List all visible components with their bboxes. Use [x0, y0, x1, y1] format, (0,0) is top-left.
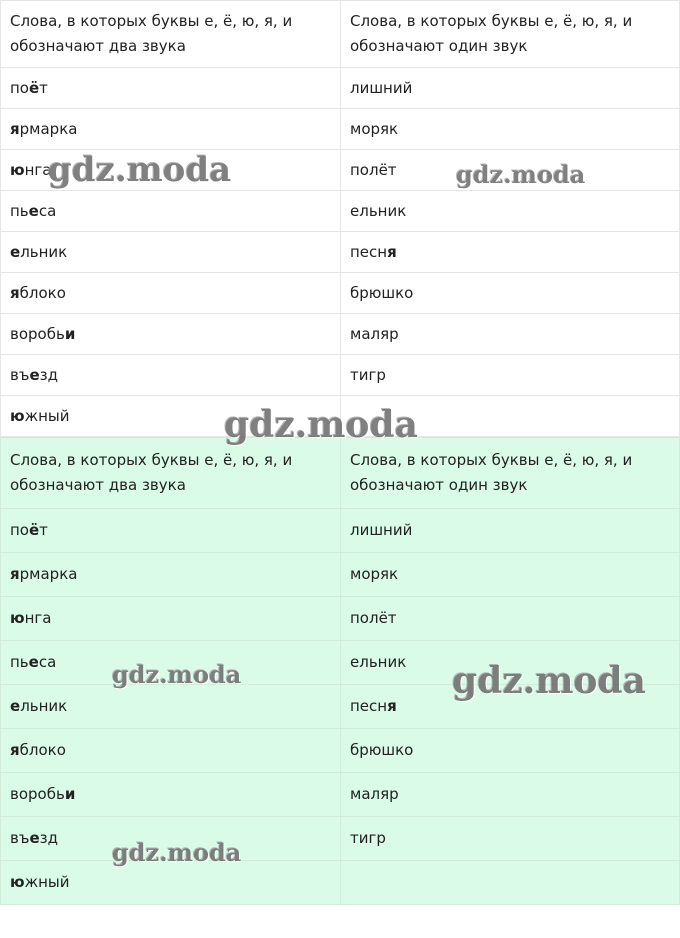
word-part: ельник — [350, 201, 407, 220]
highlighted-letter: ю — [10, 609, 25, 627]
table-row — [1, 817, 680, 861]
word-part: пь — [10, 201, 29, 220]
word-one-sound — [341, 355, 680, 396]
table-row — [1, 509, 680, 553]
watermark-logo: gdz.moda — [48, 150, 232, 190]
word-part: зд — [39, 829, 58, 847]
highlighted-letter: е — [28, 201, 39, 220]
word-one-sound — [341, 396, 680, 437]
word-one-sound — [341, 150, 680, 191]
table-row — [1, 314, 680, 355]
word-part: моряк — [350, 565, 399, 583]
word-part: нга — [24, 160, 52, 179]
word-one-sound — [341, 191, 680, 232]
highlighted-letter: ё — [28, 521, 40, 539]
table-row — [1, 773, 680, 817]
word-part: по — [10, 521, 29, 539]
word-part: лишний — [350, 521, 413, 539]
word-one-sound — [341, 861, 680, 905]
word-two-sounds — [1, 773, 341, 817]
word-part: полёт — [350, 160, 397, 179]
word-part: воробь — [10, 324, 65, 343]
highlighted-letter: е — [29, 365, 40, 384]
highlighted-letter: я — [10, 741, 20, 759]
highlighted-letter: я — [10, 565, 20, 583]
header-two-sounds: Слова, в которых буквы е, ё, ю, я, и обозначают два звука — [1, 438, 341, 509]
header-two-sounds: Слова, в которых буквы е, ё, ю, я, и обозначают два звука — [1, 1, 341, 68]
word-two-sounds — [1, 396, 341, 437]
word-two-sounds — [1, 641, 341, 685]
word-part: блоко — [19, 741, 66, 759]
word-one-sound — [341, 817, 680, 861]
highlighted-letter: я — [10, 283, 20, 302]
word-part: моряк — [350, 119, 399, 138]
word-one-sound — [341, 232, 680, 273]
word-two-sounds — [1, 553, 341, 597]
highlighted-letter: ю — [10, 406, 25, 425]
word-part: зд — [39, 365, 58, 384]
word-part: песн — [350, 242, 388, 261]
word-two-sounds — [1, 861, 341, 905]
word-part: т — [39, 521, 48, 539]
highlighted-letter: я — [10, 119, 20, 138]
table-row — [1, 191, 680, 232]
word-part: т — [39, 78, 48, 97]
word-part: блоко — [19, 283, 66, 302]
table-row — [1, 150, 680, 191]
table-row — [1, 232, 680, 273]
word-part: ельник — [350, 653, 407, 671]
highlighted-letter: е — [10, 697, 21, 715]
word-one-sound — [341, 553, 680, 597]
word-part: рмарка — [19, 565, 78, 583]
word-one-sound — [341, 773, 680, 817]
table-row — [1, 553, 680, 597]
word-part: маляр — [350, 785, 399, 803]
word-two-sounds — [1, 273, 341, 314]
word-part: жный — [24, 873, 70, 891]
table-row — [1, 396, 680, 437]
word-two-sounds — [1, 355, 341, 396]
highlighted-letter: е — [10, 242, 21, 261]
word-two-sounds — [1, 232, 341, 273]
highlighted-letter: и — [64, 785, 76, 803]
word-one-sound — [341, 729, 680, 773]
word-part: маляр — [350, 324, 399, 343]
word-two-sounds — [1, 150, 341, 191]
word-part: въ — [10, 365, 30, 384]
word-two-sounds — [1, 817, 341, 861]
word-one-sound — [341, 509, 680, 553]
word-part: са — [38, 653, 57, 671]
word-one-sound — [341, 273, 680, 314]
word-part: са — [38, 201, 57, 220]
word-two-sounds — [1, 68, 341, 109]
word-part: тигр — [350, 365, 386, 384]
word-two-sounds — [1, 109, 341, 150]
word-part: тигр — [350, 829, 386, 847]
table-row — [1, 861, 680, 905]
word-one-sound — [341, 314, 680, 355]
word-two-sounds — [1, 729, 341, 773]
table-row — [1, 597, 680, 641]
highlighted-letter: ё — [28, 78, 40, 97]
word-one-sound — [341, 68, 680, 109]
header-one-sound: Слова, в которых буквы е, ё, ю, я, и обозначают один звук — [341, 438, 680, 509]
watermark-logo: gdz.moda — [456, 160, 586, 189]
table-row — [1, 273, 680, 314]
highlighted-letter: е — [29, 829, 40, 847]
word-two-sounds — [1, 597, 341, 641]
word-two-sounds — [1, 314, 341, 355]
word-part: жный — [24, 406, 70, 425]
word-two-sounds — [1, 685, 341, 729]
words-table-white — [0, 0, 680, 437]
word-part: въ — [10, 829, 30, 847]
table-row — [1, 68, 680, 109]
table-row — [1, 109, 680, 150]
watermark-logo: gdz.moda — [112, 660, 242, 689]
highlighted-letter: е — [28, 653, 39, 671]
table-row — [1, 641, 680, 685]
word-part: пь — [10, 653, 29, 671]
word-part: лишний — [350, 78, 413, 97]
word-part: песн — [350, 697, 388, 715]
table-header-row — [1, 438, 680, 509]
watermark-logo: gdz.moda — [112, 838, 242, 867]
word-part: полёт — [350, 609, 397, 627]
word-part: рмарка — [19, 119, 78, 138]
highlighted-letter: ю — [10, 873, 25, 891]
word-part: брюшко — [350, 741, 414, 759]
words-table-green — [0, 437, 680, 905]
table-row — [1, 685, 680, 729]
word-part: брюшко — [350, 283, 414, 302]
word-one-sound — [341, 641, 680, 685]
word-one-sound — [341, 109, 680, 150]
highlighted-letter: ю — [10, 160, 25, 179]
word-part: льник — [20, 697, 68, 715]
watermark-logo: gdz.moda — [452, 660, 646, 702]
word-part: нга — [24, 609, 52, 627]
word-part: льник — [20, 242, 68, 261]
highlighted-letter: я — [387, 242, 397, 261]
word-one-sound — [341, 685, 680, 729]
word-two-sounds — [1, 509, 341, 553]
watermark-logo: gdz.moda — [224, 404, 418, 446]
highlighted-letter: и — [64, 324, 76, 343]
table-row — [1, 729, 680, 773]
word-part: по — [10, 78, 29, 97]
table-row — [1, 355, 680, 396]
table-header-row — [1, 1, 680, 68]
word-one-sound — [341, 597, 680, 641]
word-part: воробь — [10, 785, 65, 803]
highlighted-letter: я — [387, 697, 397, 715]
word-two-sounds — [1, 191, 341, 232]
header-one-sound: Слова, в которых буквы е, ё, ю, я, и обозначают один звук — [341, 1, 680, 68]
